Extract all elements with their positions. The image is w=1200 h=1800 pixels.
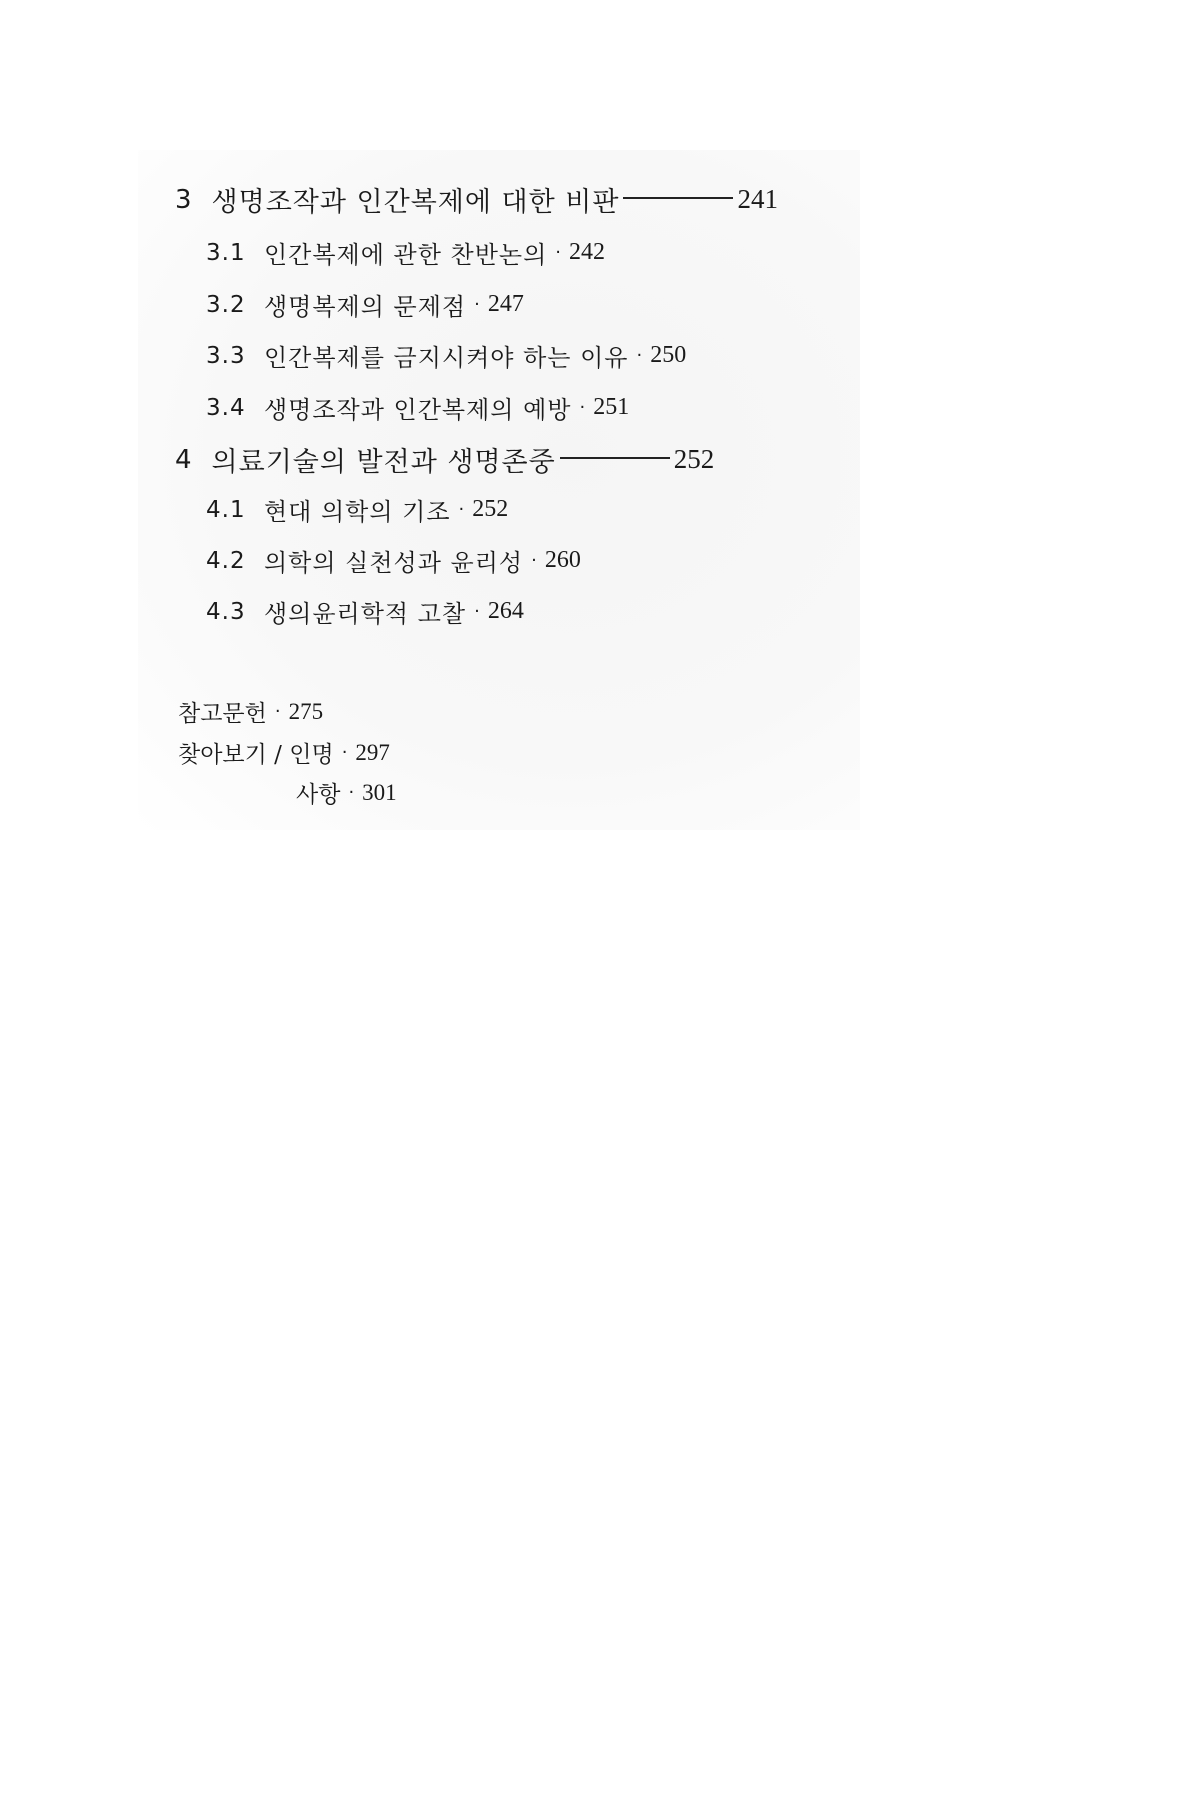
index-subjects-label: 사항 bbox=[296, 782, 341, 808]
section-page-number: 250 bbox=[650, 342, 687, 368]
separator-dot: · bbox=[474, 601, 480, 622]
section-number: 4.3 bbox=[206, 598, 246, 625]
section-title: 의학의 실천성과 윤리성 bbox=[264, 549, 524, 577]
section-title: 생명조작과 인간복제의 예방 bbox=[264, 396, 572, 424]
section-title: 생명복제의 문제점 bbox=[264, 293, 467, 321]
section-number: 4.2 bbox=[206, 547, 246, 574]
separator-dot: · bbox=[274, 701, 281, 722]
section-number: 3.1 bbox=[206, 239, 246, 266]
separator-dot: · bbox=[341, 742, 348, 763]
separator-dot: · bbox=[531, 550, 537, 571]
section-page-number: 251 bbox=[593, 394, 630, 420]
separator-dot: · bbox=[555, 242, 562, 263]
toc-section-3-3[interactable] bbox=[206, 338, 686, 373]
section-page-number: 260 bbox=[544, 547, 581, 573]
section-page-number: 264 bbox=[487, 598, 524, 624]
section-number: 4.1 bbox=[206, 496, 246, 523]
section-title: 인간복제를 금지시켜야 하는 이유 bbox=[264, 344, 629, 372]
separator-dot: · bbox=[579, 397, 586, 418]
section-title: 현대 의학의 기조 bbox=[264, 498, 451, 526]
toc-index-names[interactable] bbox=[178, 736, 390, 769]
chapter-page-number: 241 bbox=[737, 184, 778, 214]
index-names-label: 찾아보기 / 인명 bbox=[178, 742, 334, 768]
toc-chapter-4[interactable] bbox=[175, 440, 714, 479]
chapter-title: 생명조작과 인간복제에 대한 비판 bbox=[211, 187, 620, 218]
chapter-page-number: 252 bbox=[673, 444, 715, 474]
separator-dot: · bbox=[458, 499, 465, 520]
toc-index-subjects[interactable] bbox=[296, 776, 397, 809]
chapter-number: 3 bbox=[175, 184, 192, 215]
dot-leader bbox=[623, 197, 733, 199]
index-subjects-page-number: 301 bbox=[362, 779, 397, 805]
section-page-number: 252 bbox=[472, 496, 509, 522]
toc-section-4-3[interactable] bbox=[206, 594, 524, 629]
section-page-number: 242 bbox=[569, 239, 606, 265]
separator-dot: · bbox=[348, 782, 355, 803]
toc-section-3-4[interactable] bbox=[206, 390, 629, 425]
chapter-number: 4 bbox=[175, 444, 192, 475]
chapter-title: 의료기술의 발전과 생명존중 bbox=[211, 447, 556, 478]
section-number: 3.4 bbox=[206, 394, 246, 421]
section-number: 3.3 bbox=[206, 342, 246, 369]
references-label: 참고문헌 bbox=[178, 701, 267, 727]
toc-section-4-1[interactable] bbox=[206, 492, 508, 527]
separator-dot: · bbox=[474, 294, 480, 315]
section-number: 3.2 bbox=[206, 291, 246, 318]
toc-chapter-3[interactable] bbox=[175, 180, 778, 219]
references-page-number: 275 bbox=[288, 698, 324, 724]
toc-references[interactable] bbox=[178, 695, 323, 728]
dot-leader bbox=[560, 457, 670, 459]
toc-section-3-1[interactable] bbox=[206, 235, 605, 270]
section-title: 인간복제에 관한 찬반논의 bbox=[264, 241, 548, 269]
toc-section-4-2[interactable] bbox=[206, 543, 581, 578]
index-names-page-number: 297 bbox=[355, 739, 390, 765]
separator-dot: · bbox=[636, 345, 643, 366]
section-page-number: 247 bbox=[487, 291, 524, 317]
toc-section-3-2[interactable] bbox=[206, 287, 524, 322]
section-title: 생의윤리학적 고찰 bbox=[264, 600, 467, 628]
